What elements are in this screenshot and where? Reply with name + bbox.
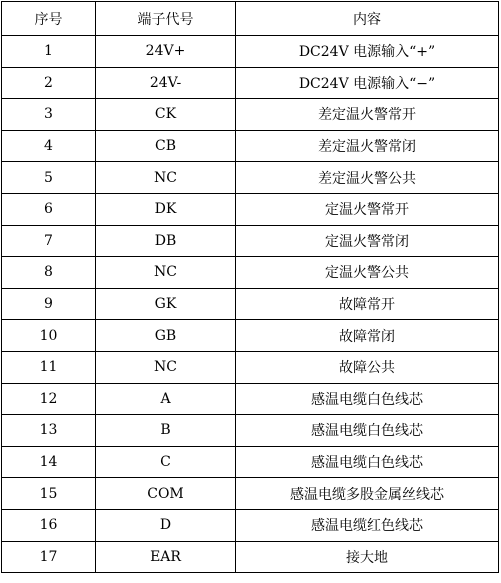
terminal-code-cell: B	[96, 415, 236, 447]
content-cell: 故障常闭	[236, 320, 499, 352]
terminal-code-cell: A	[96, 383, 236, 415]
content-cell: 接大地	[236, 541, 499, 573]
table-row	[2, 67, 499, 99]
content-cell: 感温电缆白色线芯	[236, 415, 499, 447]
terminal-code-cell: NC	[96, 257, 236, 289]
terminal-code-cell: GK	[96, 288, 236, 320]
terminal-code-cell: C	[96, 446, 236, 478]
row-number-cell: 14	[2, 446, 96, 478]
row-number-cell: 9	[2, 288, 96, 320]
table-row	[2, 225, 499, 257]
terminal-code-cell: CK	[96, 99, 236, 131]
content-cell: 差定温火警公共	[236, 162, 499, 194]
row-number-cell: 4	[2, 130, 96, 162]
table-row	[2, 162, 499, 194]
header-terminal-code: 端子代号	[96, 2, 236, 36]
table-row	[2, 130, 499, 162]
table-row	[2, 257, 499, 289]
row-number-cell: 12	[2, 383, 96, 415]
header-row	[2, 2, 499, 36]
table-header	[2, 2, 499, 36]
row-number-cell: 7	[2, 225, 96, 257]
table-row	[2, 288, 499, 320]
table-row	[2, 446, 499, 478]
row-number-cell: 5	[2, 162, 96, 194]
content-cell: 定温火警常闭	[236, 225, 499, 257]
table-row	[2, 193, 499, 225]
table-row	[2, 509, 499, 541]
row-number-cell: 13	[2, 415, 96, 447]
table-row	[2, 415, 499, 447]
row-number-cell: 15	[2, 478, 96, 510]
terminal-code-cell: NC	[96, 351, 236, 383]
terminal-code-cell: EAR	[96, 541, 236, 573]
content-cell: 故障常开	[236, 288, 499, 320]
content-cell: 感温电缆白色线芯	[236, 446, 499, 478]
table-row	[2, 36, 499, 68]
row-number-cell: 2	[2, 67, 96, 99]
row-number-cell: 3	[2, 99, 96, 131]
table-body	[2, 36, 499, 573]
terminal-table	[1, 1, 499, 573]
row-number-cell: 10	[2, 320, 96, 352]
terminal-code-cell: GB	[96, 320, 236, 352]
terminal-code-cell: COM	[96, 478, 236, 510]
terminal-code-cell: NC	[96, 162, 236, 194]
terminal-code-cell: DK	[96, 193, 236, 225]
terminal-code-cell: CB	[96, 130, 236, 162]
table-row	[2, 99, 499, 131]
table-row	[2, 383, 499, 415]
terminal-code-cell: 24V+	[96, 36, 236, 68]
content-cell: 差定温火警常开	[236, 99, 499, 131]
row-number-cell: 6	[2, 193, 96, 225]
content-cell: 感温电缆红色线芯	[236, 509, 499, 541]
terminal-code-cell: DB	[96, 225, 236, 257]
terminal-code-cell: 24V-	[96, 67, 236, 99]
table-row	[2, 351, 499, 383]
row-number-cell: 16	[2, 509, 96, 541]
header-content: 内容	[236, 2, 499, 36]
row-number-cell: 11	[2, 351, 96, 383]
content-cell: 定温火警公共	[236, 257, 499, 289]
row-number-cell: 17	[2, 541, 96, 573]
row-number-cell: 8	[2, 257, 96, 289]
table-row	[2, 478, 499, 510]
content-cell: 定温火警常开	[236, 193, 499, 225]
table-row	[2, 320, 499, 352]
content-cell: 故障公共	[236, 351, 499, 383]
terminal-code-cell: D	[96, 509, 236, 541]
content-cell: 感温电缆多股金属丝线芯	[236, 478, 499, 510]
content-cell: DC24V 电源输入“+”	[236, 36, 499, 68]
table-row	[2, 541, 499, 573]
header-no: 序号	[2, 2, 96, 36]
row-number-cell: 1	[2, 36, 96, 68]
content-cell: 感温电缆白色线芯	[236, 383, 499, 415]
content-cell: DC24V 电源输入“−”	[236, 67, 499, 99]
content-cell: 差定温火警常闭	[236, 130, 499, 162]
